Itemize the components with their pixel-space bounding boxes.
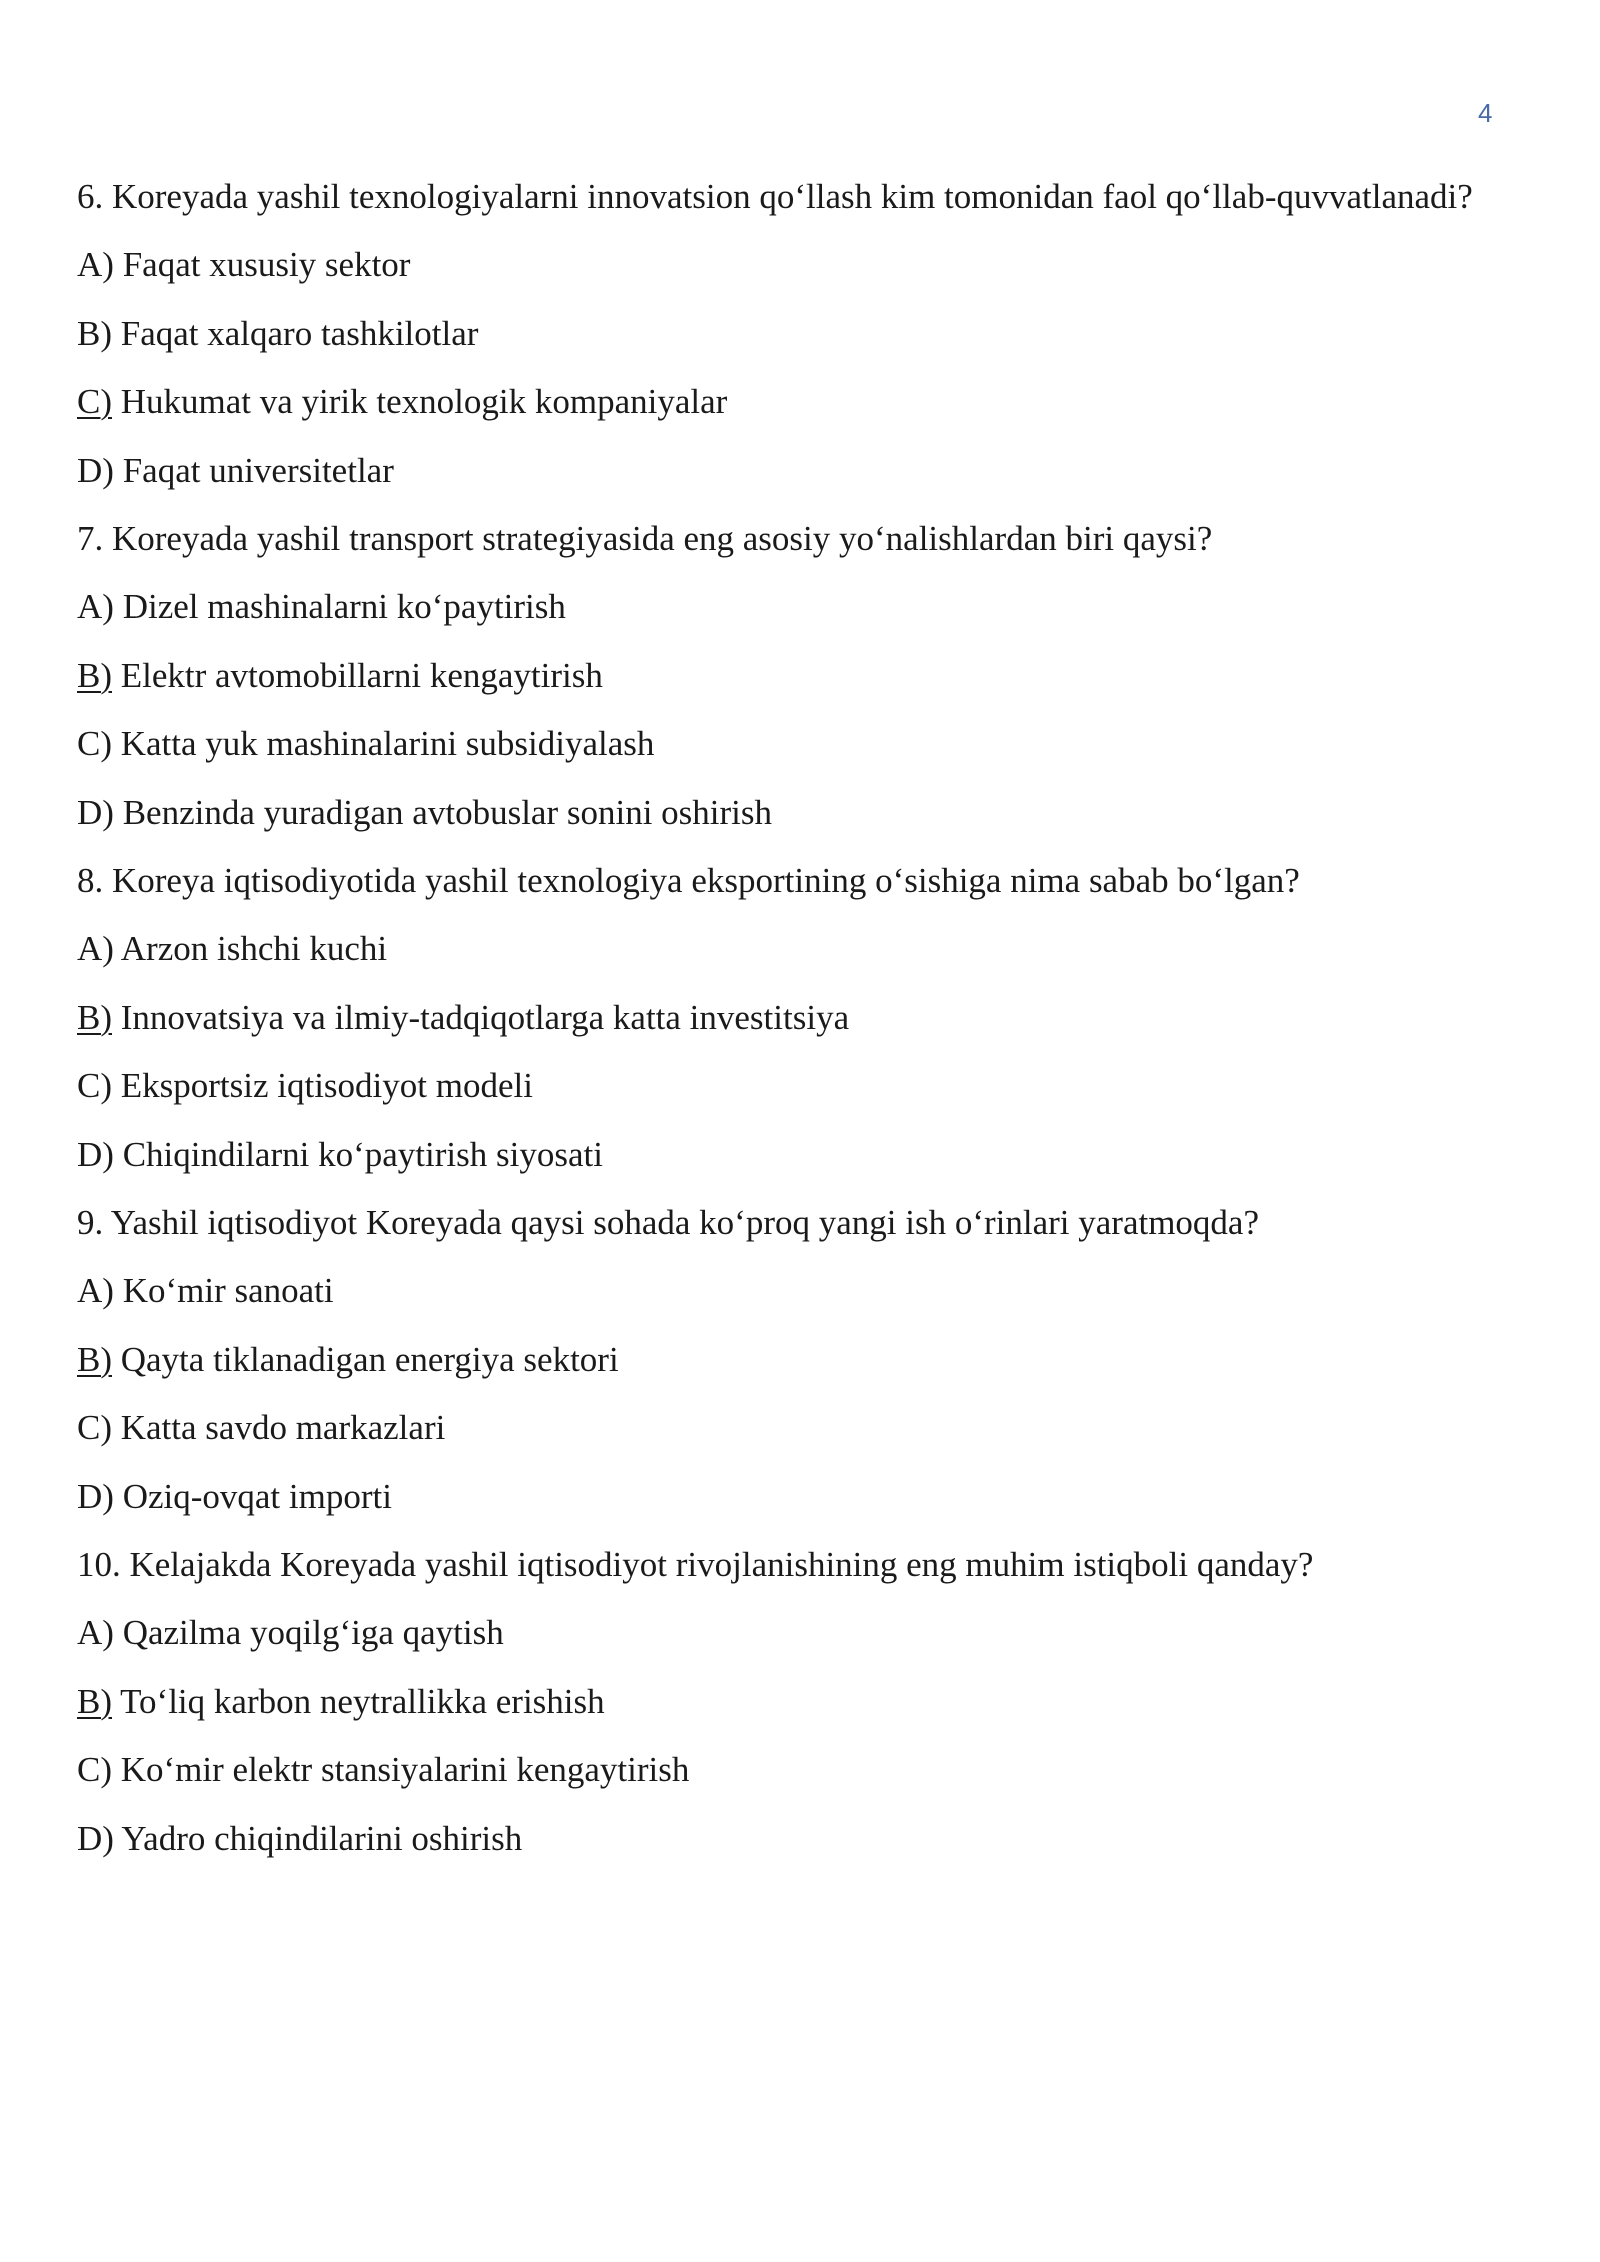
option-b [77, 309, 1477, 358]
option-d [77, 1814, 1477, 1863]
option-text: Qayta tiklanadigan energiya sektori [112, 1339, 619, 1379]
question-block-8 [77, 856, 1477, 1179]
option-letter: A) [77, 929, 114, 968]
option-text: Faqat universitetlar [113, 450, 394, 490]
option-c [77, 1403, 1477, 1452]
question-text: 7. Koreyada yashil transport strategiyasida eng asosiy yo‘nalishlardan biri qaysi? [77, 519, 1213, 558]
option-letter: A) [77, 587, 114, 626]
option-text: Ko‘mir elektr stansiyalarini kengaytirish [112, 1750, 690, 1789]
option-text: Eksportsiz iqtisodiyot modeli [112, 1066, 533, 1105]
option-text: Faqat xalqaro tashkilotlar [112, 313, 479, 353]
option-text: To‘liq karbon neytrallikka erishish [112, 1681, 605, 1721]
option-letter: A) [77, 1613, 114, 1652]
option-b [77, 1335, 1477, 1384]
option-text: Hukumat va yirik texnologik kompaniyalar [112, 382, 728, 421]
option-text: Chiqindilarni ko‘paytirish siyosati [113, 1134, 603, 1174]
question-block-6 [77, 172, 1477, 495]
option-text: Yadro chiqindilarini oshirish [113, 1818, 523, 1858]
option-letter: D) [77, 792, 114, 832]
correct-option-letter: B) [77, 997, 112, 1037]
option-text: Dizel mashinalarni ko‘paytirish [113, 587, 566, 626]
option-a [77, 240, 1477, 289]
option-b [77, 651, 1477, 700]
option-d [77, 446, 1477, 495]
option-a [77, 1266, 1477, 1315]
question-text: 9. Yashil iqtisodiyot Koreyada qaysi sohada ko‘proq yangi ish o‘rinlari yaratmoqda? [77, 1203, 1260, 1242]
option-d [77, 1472, 1477, 1521]
option-c [77, 1745, 1477, 1794]
option-c [77, 719, 1477, 768]
correct-option-letter: B) [77, 655, 112, 695]
option-text: Benzinda yuradigan avtobuslar sonini oshirish [113, 792, 773, 832]
option-b [77, 993, 1477, 1042]
question-block-10 [77, 1540, 1477, 1863]
option-a [77, 924, 1477, 973]
correct-option-letter: C) [77, 382, 112, 421]
option-letter: D) [77, 1818, 114, 1858]
page-number: 4 [1478, 98, 1493, 128]
option-text: Arzon ishchi kuchi [113, 929, 388, 968]
correct-option-letter: B) [77, 1681, 112, 1721]
option-text: Katta savdo markazlari [112, 1408, 446, 1447]
question-text: 6. Koreyada yashil texnologiyalarni innovatsion qo‘llash kim tomonidan faol qo‘llab-quvvatlanadi? [77, 177, 1473, 216]
question-block-7 [77, 514, 1477, 837]
option-text: Elektr avtomobillarni kengaytirish [112, 655, 603, 695]
option-a [77, 582, 1477, 631]
option-text: Faqat xususiy sektor [113, 245, 411, 284]
option-text: Qazilma yoqilg‘iga qaytish [113, 1613, 504, 1652]
option-text: Oziq-ovqat importi [113, 1476, 392, 1516]
option-text: Innovatsiya va ilmiy-tadqiqotlarga katta investitsiya [112, 997, 850, 1037]
option-a [77, 1608, 1477, 1657]
option-text: Katta yuk mashinalarini subsidiyalash [112, 724, 655, 763]
question-text: 10. Kelajakda Koreyada yashil iqtisodiyot rivojlanishining eng muhim istiqboli qanday? [77, 1545, 1314, 1584]
option-letter: D) [77, 1134, 114, 1174]
option-c [77, 1061, 1477, 1110]
option-letter: B) [77, 313, 112, 353]
correct-option-letter: B) [77, 1339, 112, 1379]
option-letter: D) [77, 450, 114, 490]
question-block-9 [77, 1198, 1477, 1521]
option-d [77, 788, 1477, 837]
option-letter: C) [77, 724, 112, 763]
option-text: Ko‘mir sanoati [113, 1271, 334, 1310]
question-text: 8. Koreya iqtisodiyotida yashil texnologiya eksportining o‘sishiga nima sabab bo‘lgan? [77, 861, 1300, 900]
option-b [77, 1677, 1477, 1726]
option-d [77, 1130, 1477, 1179]
option-letter: C) [77, 1750, 112, 1789]
option-c [77, 377, 1477, 426]
option-letter: A) [77, 1271, 114, 1310]
option-letter: C) [77, 1408, 112, 1447]
option-letter: C) [77, 1066, 112, 1105]
quiz-content [77, 172, 1477, 1882]
option-letter: D) [77, 1476, 114, 1516]
option-letter: A) [77, 245, 114, 284]
